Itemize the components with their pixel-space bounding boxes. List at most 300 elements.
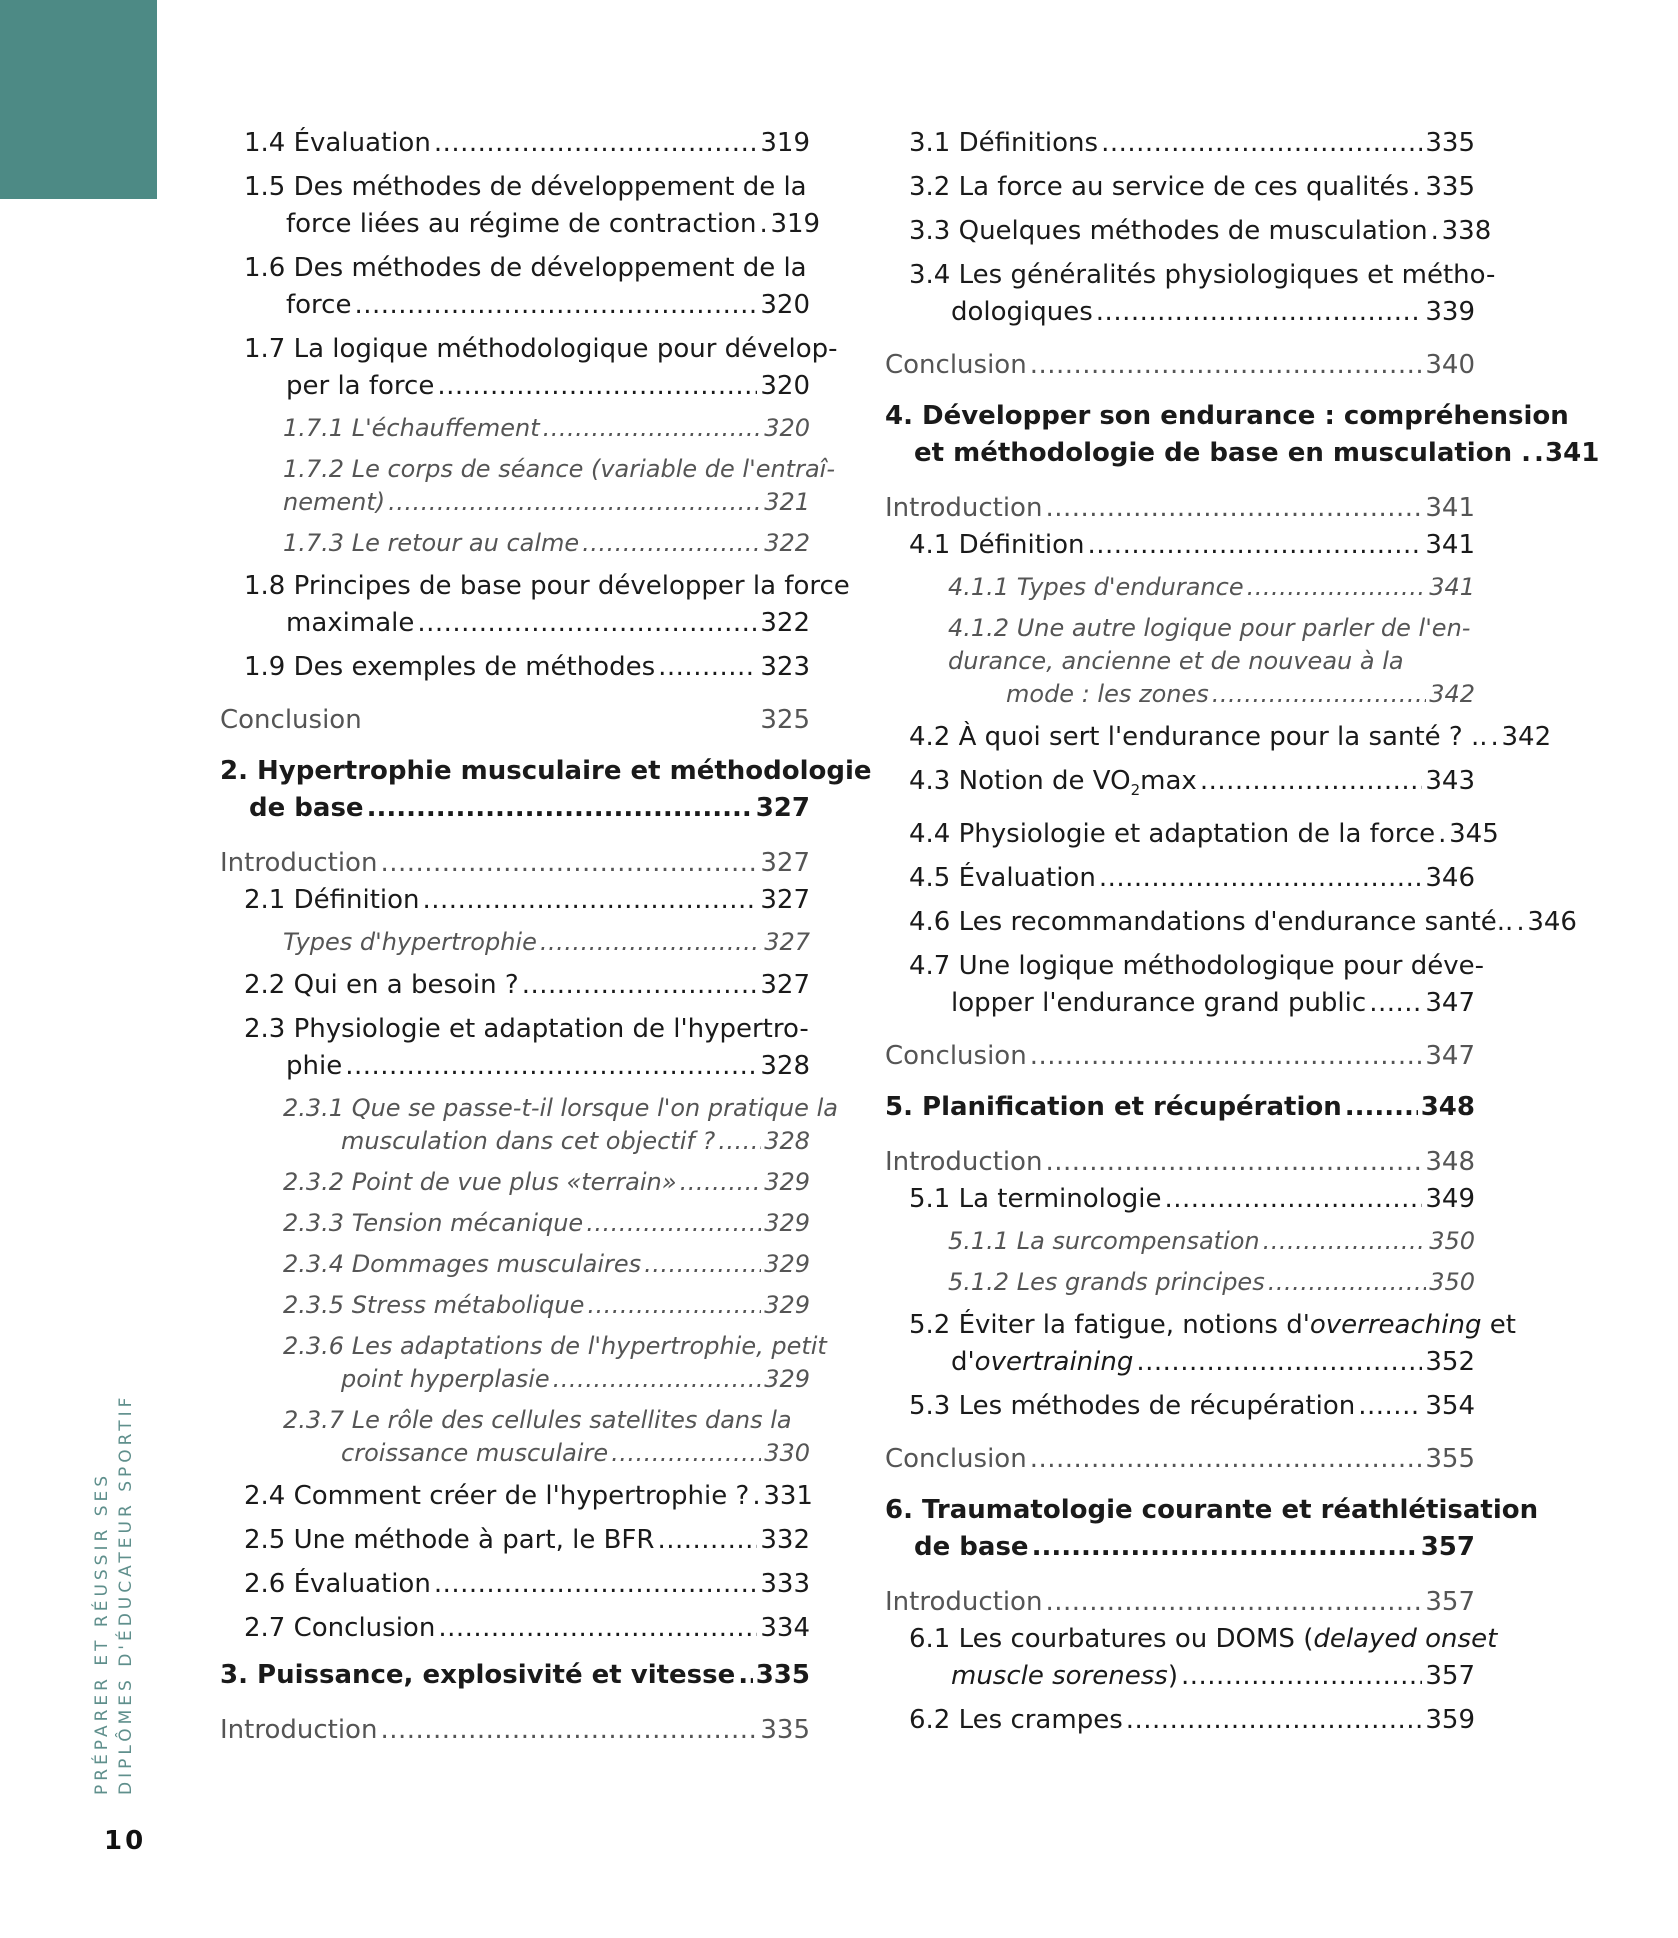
dot-leader	[1438, 816, 1446, 853]
toc-entry-line	[885, 490, 1475, 527]
subscript: 2	[1130, 781, 1141, 800]
toc-page-number: 323	[760, 652, 810, 682]
toc-entry-text: 4.1 Définition	[909, 530, 1085, 560]
toc-page-number: 335	[1425, 172, 1475, 202]
toc-entry-line	[909, 527, 1475, 564]
toc-page-number: 341	[1425, 530, 1475, 560]
toc-entry	[220, 1657, 810, 1694]
dot-leader	[1165, 1181, 1423, 1218]
toc-entry-line	[948, 678, 1475, 711]
toc-entry-text: 6.1 Les courbatures ou DOMS (delayed onset	[909, 1624, 1498, 1655]
toc-entry-line	[909, 1702, 1475, 1739]
toc-entry-text: muscle soreness)	[951, 1661, 1178, 1692]
toc-page-number: 327	[760, 885, 810, 915]
toc-page-number: 322	[760, 608, 810, 638]
toc-entry-line	[283, 926, 810, 959]
toc-entry-text: 2.3.4 Dommages musculaires	[283, 1250, 642, 1278]
toc-entry	[885, 1584, 1475, 1621]
toc-page-number: 341	[1545, 438, 1600, 468]
toc-entry-line	[283, 1207, 810, 1240]
toc-page-number: 333	[760, 1569, 810, 1599]
toc-page-number: 329	[764, 1291, 810, 1319]
toc-entry-text: 5.1 La terminologie	[909, 1184, 1162, 1215]
dot-leader	[434, 125, 758, 162]
toc-entry	[220, 453, 835, 519]
toc-page-number: 342	[1429, 680, 1475, 708]
toc-entry-line	[909, 719, 1552, 756]
toc-entry-line	[244, 1566, 810, 1603]
toc-entry-line	[909, 860, 1475, 897]
toc-page-number: 320	[764, 414, 810, 442]
toc-entry-text: d'overtraining	[951, 1347, 1134, 1378]
toc-entry	[885, 1266, 1475, 1299]
dot-leader	[718, 1125, 761, 1158]
toc-entry	[885, 125, 1475, 162]
dot-leader	[587, 1289, 761, 1322]
toc-page-number: 350	[1429, 1268, 1475, 1297]
dot-leader	[1045, 1584, 1422, 1621]
dot-leader	[1099, 860, 1423, 897]
dot-leader	[582, 527, 761, 560]
toc-entry	[885, 1038, 1475, 1075]
toc-page-number: 357	[1425, 1587, 1475, 1618]
toc-entry-text: 1.5 Des méthodes de développement de la	[244, 172, 807, 202]
toc-entry	[220, 702, 810, 739]
toc-entry-text: durance, ancienne et de nouveau à la	[948, 647, 1404, 675]
toc-entry	[885, 612, 1475, 711]
toc-entry	[885, 1492, 1539, 1566]
toc-entry-line	[283, 1166, 810, 1199]
toc-entry	[885, 1307, 1516, 1381]
dot-leader	[543, 412, 762, 445]
toc-page-number: 341	[1429, 573, 1475, 601]
toc-entry-text: 1.7 La logique méthodologique pour dévelop-	[244, 334, 838, 364]
toc-entry-line	[244, 125, 810, 162]
dot-leader	[1181, 1658, 1422, 1695]
toc-page-number: 335	[755, 1660, 810, 1690]
toc-entry	[885, 1441, 1475, 1478]
toc-entry-text: 5.1.2 Les grands principes	[948, 1268, 1265, 1297]
toc-entry-line	[909, 294, 1475, 331]
toc-page-number: 335	[1425, 128, 1475, 158]
toc-entry-line	[220, 845, 810, 882]
toc-entry	[885, 1702, 1475, 1739]
dot-leader	[1358, 1388, 1422, 1425]
toc-page-number: 338	[1441, 216, 1492, 246]
dot-leader	[1491, 719, 1499, 756]
toc-entry-text: per la force	[286, 371, 435, 401]
toc-entry	[885, 257, 1496, 331]
toc-entry-line	[909, 213, 1492, 250]
toc-page-number: 349	[1425, 1184, 1475, 1215]
dot-leader	[644, 1248, 761, 1281]
toc-entry-text: 2.7 Conclusion	[244, 1613, 436, 1643]
toc-entry-text: 2.3.3 Tension mécanique	[283, 1209, 584, 1237]
dot-leader	[1516, 904, 1524, 941]
toc-entry-line	[283, 1248, 810, 1281]
toc-entry-text: 4.7 Une logique méthodologique pour déve-	[909, 951, 1485, 982]
toc-page-number: 345	[1449, 819, 1499, 850]
dot-leader	[1263, 1225, 1427, 1258]
toc-entry-line	[244, 882, 810, 919]
toc-entry-text: 1.6 Des méthodes de développement de la	[244, 253, 807, 283]
toc-entry-text: Conclusion	[885, 350, 1027, 380]
toc-entry-text: 5.1.1 La surcompensation	[948, 1227, 1260, 1256]
toc-entry-line	[909, 125, 1475, 162]
toc-entry	[885, 1181, 1475, 1218]
toc-entry	[885, 763, 1475, 809]
toc-page-number: 328	[764, 1127, 810, 1155]
toc-page-number: 355	[1425, 1444, 1475, 1475]
toc-entry	[220, 250, 810, 324]
toc-entry	[220, 1248, 810, 1281]
dot-leader	[553, 1363, 762, 1396]
toc-entry-text: 2.5 Une méthode à part, le BFR	[244, 1525, 655, 1555]
toc-page-number: 340	[1425, 350, 1475, 380]
toc-entry-text: lopper l'endurance grand public	[951, 988, 1367, 1019]
dot-leader	[1030, 1038, 1423, 1075]
dot-leader	[354, 287, 757, 324]
toc-page-number: 341	[1425, 493, 1475, 523]
toc-entry-text: 4.4 Physiologie et adaptation de la force	[909, 819, 1436, 850]
toc-entry-line	[909, 1658, 1475, 1695]
dot-leader	[417, 605, 757, 642]
dot-leader	[388, 486, 761, 519]
toc-entry-text: Conclusion	[220, 705, 362, 735]
toc-entry-text: 1.7.1 L'échauffement	[283, 414, 540, 442]
toc-entry	[220, 1011, 810, 1085]
toc-entry-line	[885, 435, 1600, 472]
toc-entry-text: mode : les zones	[1006, 680, 1209, 708]
toc-entry-text: 1.9 Des exemples de méthodes	[244, 652, 656, 682]
dot-leader	[1096, 294, 1423, 331]
toc-entry-line	[283, 527, 810, 560]
toc-entry-line	[244, 649, 810, 686]
dot-leader	[345, 1048, 757, 1085]
dot-leader	[658, 649, 757, 686]
toc-page-number: 327	[760, 848, 810, 878]
toc-page-number: 348	[1420, 1092, 1475, 1123]
toc-page-number: 327	[755, 793, 810, 823]
toc-entry-text: 3.4 Les généralités physiologiques et métho-	[909, 260, 1496, 290]
toc-entry	[220, 845, 810, 882]
toc-entry-line	[283, 1125, 810, 1158]
toc-page-number: 354	[1425, 1391, 1475, 1422]
dot-leader	[367, 790, 753, 827]
toc-entry-line	[244, 605, 810, 642]
toc-entry-text: dologiques	[951, 297, 1093, 327]
dot-leader	[1345, 1089, 1418, 1126]
dot-leader	[434, 1566, 758, 1603]
dot-leader	[1247, 571, 1427, 604]
toc-entry	[885, 398, 1600, 472]
toc-page-number: 332	[760, 1525, 810, 1555]
toc-entry-text: 4.1.2 Une autre logique pour parler de l'en-	[948, 614, 1471, 642]
toc-entry-line	[283, 486, 810, 519]
toc-entry-line	[220, 1712, 810, 1749]
toc-entry	[885, 490, 1475, 527]
toc-page-number: 359	[1425, 1705, 1475, 1736]
toc-page-number: 320	[760, 290, 810, 320]
toc-entry-text: 2.3.6 Les adaptations de l'hypertrophie, petit	[283, 1332, 827, 1360]
toc-entry-line	[909, 985, 1475, 1022]
dot-leader	[1412, 169, 1422, 206]
dot-leader	[657, 1522, 757, 1559]
dot-leader	[1200, 763, 1423, 800]
toc-entry	[220, 753, 872, 827]
toc-entry-line	[283, 412, 810, 445]
toc-entry-text: 6. Traumatologie courante et réathlétisation	[885, 1495, 1539, 1526]
toc-entry-text: 1.4 Évaluation	[244, 128, 431, 158]
toc-page-number: 346	[1425, 863, 1475, 894]
toc-page-number: 347	[1425, 988, 1475, 1019]
toc-right-column	[885, 125, 1600, 1746]
toc-entry-line	[283, 1437, 810, 1470]
toc-entry-text: Introduction	[885, 1587, 1043, 1618]
toc-entry	[220, 1166, 810, 1199]
toc-entry-text: 2.3.7 Le rôle des cellules satellites dans la	[283, 1406, 792, 1434]
toc-page-number: 348	[1425, 1147, 1475, 1178]
dot-leader	[380, 845, 757, 882]
toc-entry	[220, 1330, 827, 1396]
toc-entry	[220, 1610, 810, 1647]
toc-entry	[885, 1621, 1498, 1695]
toc-entry	[220, 1566, 810, 1603]
toc-entry-line	[220, 1657, 810, 1694]
toc-entry-line	[244, 1048, 810, 1085]
dot-leader	[1045, 490, 1422, 527]
toc-entry-line	[909, 169, 1475, 206]
toc-entry	[220, 125, 810, 162]
toc-entry-text: 1.7.3 Le retour au calme	[283, 529, 580, 557]
toc-entry-text: et méthodologie de base en musculation .	[914, 438, 1532, 468]
toc-entry-text: 5.2 Éviter la fatigue, notions d'overreaching et	[909, 1310, 1516, 1341]
toc-page-number: 327	[764, 928, 810, 956]
toc-entry-text: 4.2 À quoi sert l'endurance pour la santé ? ..	[909, 722, 1488, 752]
toc-entry-text: 4.1.1 Types d'endurance	[948, 573, 1244, 601]
toc-entry-text: de base	[249, 793, 364, 823]
dot-leader	[1369, 985, 1422, 1022]
toc-entry	[220, 926, 810, 959]
toc-entry-line	[948, 1266, 1475, 1299]
toc-entry	[885, 948, 1485, 1022]
toc-entry	[220, 412, 810, 445]
toc-entry-line	[220, 790, 810, 827]
toc-entry-text: 2.3.1 Que se passe-t-il lorsque l'on pratique la	[283, 1094, 838, 1122]
toc-page-number: 346	[1527, 907, 1577, 938]
toc-entry-text: 2.6 Évaluation	[244, 1569, 431, 1599]
toc-entry	[220, 568, 850, 642]
toc-entry-line	[244, 287, 810, 324]
toc-entry-text: 5.3 Les méthodes de récupération	[909, 1391, 1356, 1422]
dot-leader	[1030, 347, 1423, 384]
toc-entry-text: 2. Hypertrophie musculaire et méthodologie	[220, 756, 872, 786]
toc-entry-line	[885, 1529, 1475, 1566]
toc-entry-line	[220, 702, 810, 739]
toc-entry-text: phie	[286, 1051, 343, 1081]
dot-leader	[1212, 678, 1426, 711]
toc-entry	[220, 1712, 810, 1749]
dot-leader	[437, 368, 757, 405]
dot-leader	[438, 1610, 757, 1647]
toc-page-number: 352	[1425, 1347, 1475, 1378]
running-title-line-1: PRÉPARER ET RÉUSSIR SES	[92, 1471, 112, 1795]
toc-entry	[220, 1522, 810, 1559]
dot-leader	[738, 1657, 752, 1694]
toc-page-number: 328	[760, 1051, 810, 1081]
toc-entry-text: 2.4 Comment créer de l'hypertrophie ?	[244, 1481, 750, 1511]
toc-entry-text: force	[286, 290, 352, 320]
toc-entry-text: de base	[914, 1532, 1029, 1563]
toc-entry-text: Introduction	[885, 1147, 1043, 1178]
toc-entry-text: 3.1 Définitions	[909, 128, 1099, 158]
dot-leader	[680, 1166, 762, 1199]
toc-entry	[885, 1225, 1475, 1258]
toc-page-number: 320	[760, 371, 810, 401]
dot-leader	[1045, 1144, 1422, 1181]
toc-entry	[885, 213, 1492, 250]
toc-entry	[220, 882, 810, 919]
toc-page-number: 335	[760, 1715, 810, 1745]
toc-entry-text: 4.6 Les recommandations d'endurance santé..	[909, 907, 1514, 938]
dot-leader	[423, 882, 758, 919]
toc-entry	[220, 331, 838, 405]
toc-entry-line	[885, 1089, 1475, 1126]
toc-entry	[885, 1388, 1475, 1425]
toc-page-number: 357	[1425, 1661, 1475, 1692]
toc-entry-text: 2.1 Définition	[244, 885, 420, 915]
toc-entry	[885, 1144, 1475, 1181]
chapter-color-tab	[0, 0, 157, 199]
dot-leader	[1030, 1441, 1423, 1478]
toc-entry-line	[909, 1181, 1475, 1218]
toc-entry-text: 5. Planification et récupération	[885, 1092, 1342, 1123]
toc-entry-line	[885, 1144, 1475, 1181]
dot-leader	[1032, 1529, 1418, 1566]
toc-entry-text: 4.3 Notion de $VO_2\max$	[909, 766, 1197, 800]
toc-entry-text: nement)	[283, 488, 386, 516]
toc-entry-line	[909, 904, 1577, 941]
toc-page-number: 327	[760, 970, 810, 1000]
toc-page-number: 329	[764, 1168, 810, 1196]
toc-entry-line	[885, 1441, 1475, 1478]
toc-left-column	[220, 125, 872, 1749]
toc-entry-line	[885, 1038, 1475, 1075]
toc-entry-line	[283, 1363, 810, 1396]
toc-page-number: 319	[770, 209, 821, 239]
dot-leader	[380, 1712, 757, 1749]
dot-leader	[1126, 1702, 1423, 1739]
toc-page-number: 334	[760, 1613, 810, 1643]
toc-entry	[220, 527, 810, 560]
toc-entry	[220, 1478, 813, 1515]
toc-entry-text: 2.3 Physiologie et adaptation de l'hypertro-	[244, 1014, 809, 1044]
toc-entry-text: 2.2 Qui en a besoin ?	[244, 970, 519, 1000]
toc-entry	[220, 1207, 810, 1240]
toc-entry	[885, 169, 1475, 206]
toc-entry-text: point hyperplasie	[341, 1365, 550, 1393]
toc-page-number: 329	[764, 1365, 810, 1393]
toc-entry	[885, 527, 1475, 564]
toc-entry-line	[909, 763, 1475, 809]
toc-entry	[220, 967, 810, 1004]
dot-leader	[1136, 1344, 1422, 1381]
toc-page-number: 330	[764, 1439, 810, 1467]
toc-entry	[885, 860, 1475, 897]
toc-entry-line	[909, 1388, 1475, 1425]
toc-page-number: 347	[1425, 1041, 1475, 1072]
toc-entry-line	[885, 347, 1475, 384]
toc-page-number: 319	[760, 128, 810, 158]
dot-leader	[759, 206, 767, 243]
toc-entry	[885, 904, 1577, 941]
toc-page-number: 343	[1425, 766, 1475, 796]
toc-entry	[885, 816, 1499, 853]
toc-entry	[220, 1289, 810, 1322]
toc-entry-text: Introduction	[220, 848, 378, 878]
dot-leader	[540, 926, 761, 959]
toc-page-number: 322	[764, 529, 810, 557]
toc-entry-line	[283, 1289, 810, 1322]
toc-entry-text: 4.5 Évaluation	[909, 863, 1096, 894]
dot-leader	[586, 1207, 761, 1240]
toc-page-number: 357	[1420, 1532, 1475, 1563]
toc-entry	[220, 1092, 838, 1158]
toc-entry	[220, 649, 810, 686]
toc-page-number: 325	[760, 705, 810, 735]
toc-entry-line	[909, 816, 1499, 853]
toc-entry-text: croissance musculaire	[341, 1439, 609, 1467]
toc-entry-line	[244, 1478, 813, 1515]
toc-entry-line	[885, 1584, 1475, 1621]
toc-page-number: 342	[1501, 722, 1552, 752]
toc-entry-text: 1.8 Principes de base pour développer la force	[244, 571, 850, 601]
toc-page-number: 321	[764, 488, 810, 516]
toc-entry-line	[244, 1610, 810, 1647]
toc-entry-line	[244, 1522, 810, 1559]
toc-entry-text: force liées au régime de contraction	[286, 209, 757, 239]
toc-entry-line	[909, 1344, 1475, 1381]
toc-entry-line	[948, 571, 1475, 604]
toc-page-number: 329	[764, 1250, 810, 1278]
toc-entry-text: 2.3.2 Point de vue plus «terrain»	[283, 1168, 677, 1196]
toc-entry-text: maximale	[286, 608, 415, 638]
toc-entry-text: Introduction	[220, 1715, 378, 1745]
running-title	[90, 1375, 138, 1795]
dot-leader	[522, 967, 758, 1004]
toc-entry-text: 3.3 Quelques méthodes de musculation	[909, 216, 1428, 246]
dot-leader	[611, 1437, 761, 1470]
toc-entry	[885, 719, 1552, 756]
toc-entry	[885, 1089, 1475, 1126]
toc-entry-text: 1.7.2 Le corps de séance (variable de l'entraî-	[283, 455, 835, 483]
toc-page-number: 350	[1429, 1227, 1475, 1256]
dot-leader	[1431, 213, 1439, 250]
toc-entry-line	[244, 368, 810, 405]
toc-entry	[885, 347, 1475, 384]
dot-leader	[1088, 527, 1423, 564]
toc-page-number: 329	[764, 1209, 810, 1237]
toc-entry-text: 6.2 Les crampes	[909, 1705, 1123, 1736]
running-title-line-2: DIPLÔMES D'ÉDUCATEUR SPORTIF	[116, 1393, 136, 1795]
toc-entry-text: Introduction	[885, 493, 1043, 523]
toc-entry-text: musculation dans cet objectif ?	[341, 1127, 716, 1155]
dot-leader	[752, 1478, 760, 1515]
toc-entry-text: 2.3.5 Stress métabolique	[283, 1291, 585, 1319]
toc-entry-text: 3.2 La force au service de ces qualités	[909, 172, 1410, 202]
toc-entry-line	[244, 967, 810, 1004]
toc-entry	[885, 571, 1475, 604]
